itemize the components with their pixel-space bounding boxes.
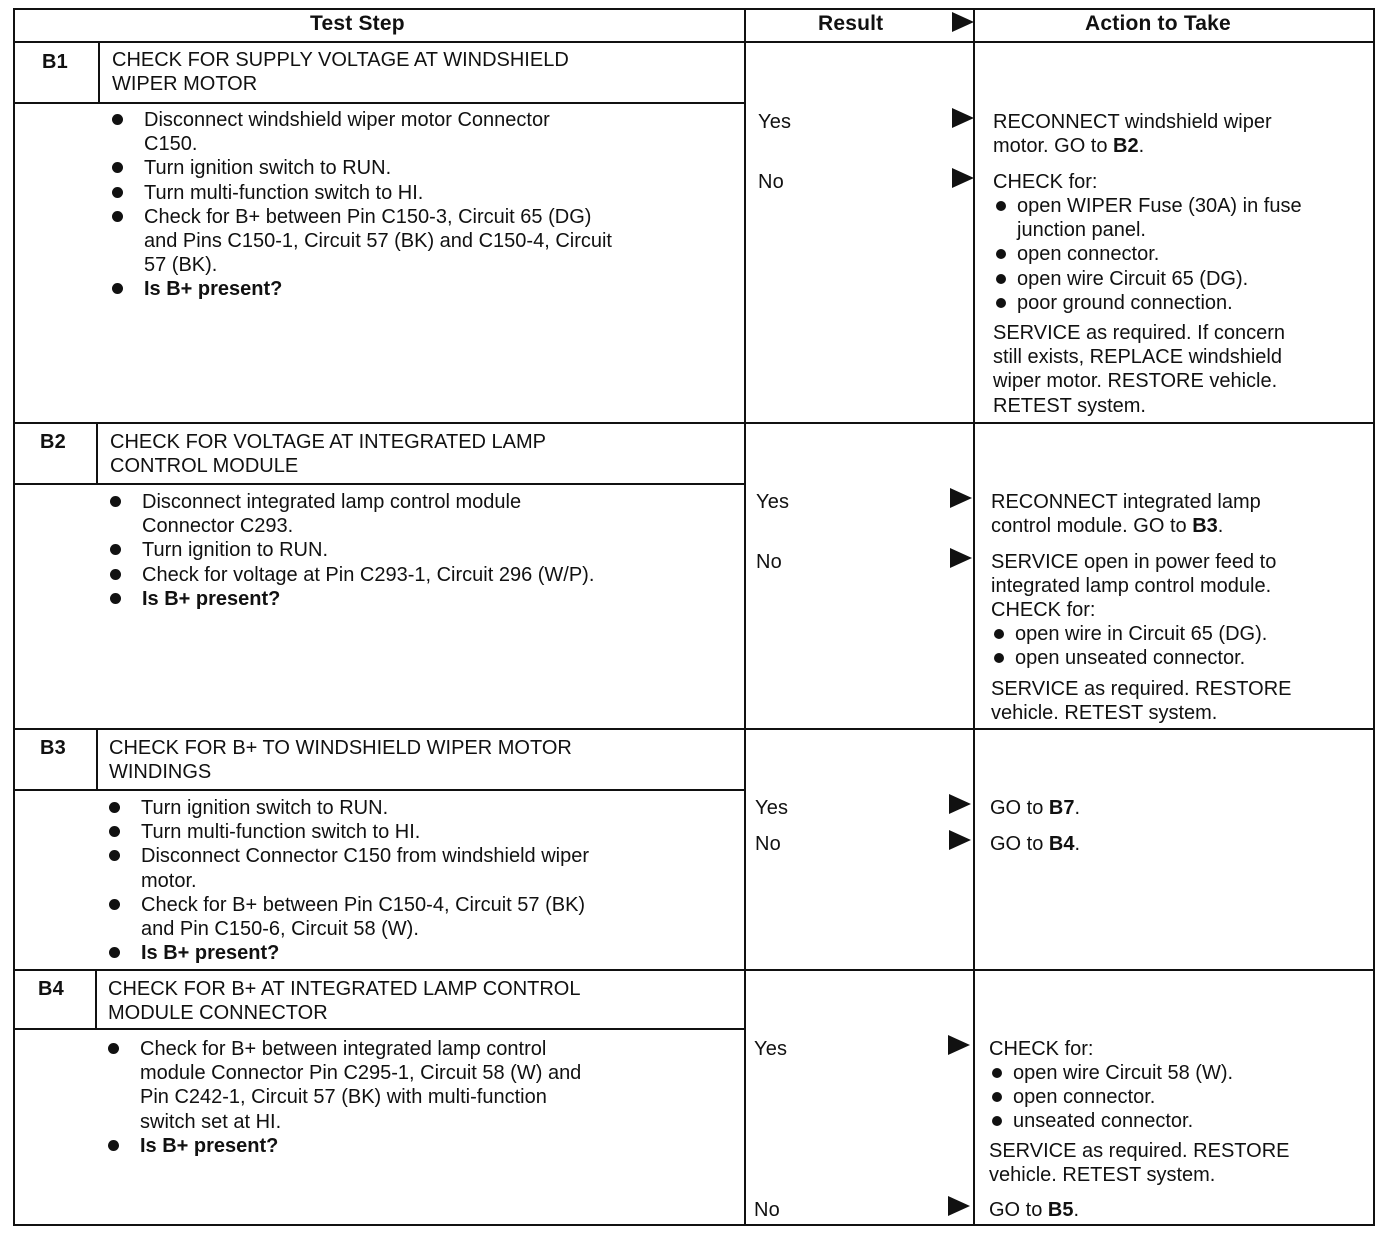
action-text: . (1074, 833, 1081, 855)
procedure-question: Is B+ present? (108, 587, 728, 611)
procedure-item: Turn ignition to RUN. (108, 538, 728, 562)
action-goto-step: B3 (1192, 515, 1218, 538)
procedure-item: Disconnect windshield wiper motor Connector C150. (110, 108, 730, 156)
result-arrow-icon (949, 794, 971, 814)
procedure-item: Disconnect integrated lamp control module Connector C293. (108, 490, 728, 538)
result-yes: Yes (755, 797, 789, 819)
result-arrow-icon (952, 108, 974, 128)
step-title: CHECK FOR B+ AT INTEGRATED LAMP CONTROL MODULE CONNECTOR (108, 978, 581, 1025)
column-divider-step (744, 8, 746, 1226)
step-procedure-list (108, 490, 728, 611)
step-procedure-list (110, 108, 730, 302)
action-text: . (1217, 515, 1224, 538)
header-action: Action to Take (1085, 12, 1231, 35)
action-text: GO to (989, 1199, 1048, 1221)
step-procedure-list (107, 796, 727, 965)
result-no: No (756, 551, 782, 573)
step-divider (13, 969, 1375, 971)
step-id: B4 (38, 978, 64, 1000)
action-text: RECONNECT windshield wiper motor. GO to (993, 111, 1272, 158)
action-no (990, 832, 1080, 856)
step-id: B3 (40, 737, 66, 759)
check-item: open wire Circuit 65 (DG). (993, 267, 1363, 291)
action-check-list (991, 622, 1361, 670)
action-text: GO to (990, 833, 1049, 855)
id-divider (98, 43, 100, 103)
result-no: No (754, 1199, 780, 1221)
action-goto-step: B2 (1113, 135, 1139, 158)
procedure-item: Turn ignition switch to RUN. (110, 156, 730, 180)
procedure-item: Check for B+ between integrated lamp control module Connector Pin C295-1, Circuit 58 (W) and Pin C242-1, Circuit 57 (BK) with multi-function switch set at HI. (106, 1037, 726, 1134)
header-result: Result (818, 12, 884, 35)
action-text: RECONNECT integrated lamp control module. GO to (991, 491, 1261, 538)
procedure-item: Check for voltage at Pin C293-1, Circuit 296 (W/P). (108, 563, 728, 587)
result-yes: Yes (756, 491, 790, 513)
step-divider (13, 728, 1375, 730)
action-yes-intro: CHECK for: (989, 1038, 1094, 1060)
result-arrow-icon (948, 1196, 970, 1216)
action-goto-step: B5 (1047, 1199, 1074, 1221)
procedure-item: Turn multi-function switch to HI. (107, 820, 727, 844)
header-divider (13, 41, 1375, 43)
check-item: open wire Circuit 58 (W). (989, 1061, 1359, 1085)
action-text: . (1074, 797, 1081, 819)
step-id: B2 (40, 431, 66, 453)
step-title: CHECK FOR B+ TO WINDSHIELD WIPER MOTOR WINDINGS (109, 737, 572, 784)
result-no: No (755, 833, 781, 855)
action-yes (991, 490, 1261, 538)
id-divider (95, 971, 97, 1029)
check-item: open WIPER Fuse (30A) in fuse junction panel. (993, 194, 1363, 242)
title-divider (13, 1028, 746, 1030)
action-check-list (993, 194, 1363, 315)
header-arrow-icon (952, 12, 974, 32)
id-divider (96, 730, 98, 790)
result-no: No (758, 171, 784, 193)
procedure-question: Is B+ present? (107, 941, 727, 965)
result-arrow-icon (950, 548, 972, 568)
result-arrow-icon (950, 488, 972, 508)
step-id: B1 (42, 51, 68, 73)
procedure-question: Is B+ present? (106, 1134, 726, 1158)
action-goto-step: B7 (1048, 797, 1075, 819)
procedure-item: Check for B+ between Pin C150-4, Circuit 57 (BK) and Pin C150-6, Circuit 58 (W). (107, 893, 727, 941)
step-procedure-list (106, 1037, 726, 1158)
check-item: open connector. (993, 242, 1363, 266)
title-divider (13, 102, 746, 104)
action-yes (993, 110, 1272, 158)
procedure-item: Turn multi-function switch to HI. (110, 181, 730, 205)
action-yes-outro: SERVICE as required. RESTORE vehicle. RETEST system. (989, 1140, 1290, 1187)
title-divider (13, 789, 746, 791)
check-item: open connector. (989, 1085, 1359, 1109)
step-title: CHECK FOR SUPPLY VOLTAGE AT WINDSHIELD WIPER MOTOR (112, 49, 569, 96)
result-arrow-icon (948, 1035, 970, 1055)
result-arrow-icon (949, 830, 971, 850)
result-yes: Yes (754, 1038, 788, 1060)
result-arrow-icon (952, 168, 974, 188)
action-no-outro: SERVICE as required. RESTORE vehicle. RETEST system. (991, 678, 1292, 725)
check-item: poor ground connection. (993, 291, 1363, 315)
action-check-list (989, 1061, 1359, 1134)
check-item: unseated connector. (989, 1109, 1359, 1133)
procedure-item: Check for B+ between Pin C150-3, Circuit 65 (DG) and Pins C150-1, Circuit 57 (BK) and C150-4, Circuit 57 (BK). (110, 205, 730, 278)
action-text: GO to (990, 797, 1049, 819)
action-no-outro: SERVICE as required. If concern still exists, REPLACE windshield wiper motor. RESTORE vehicle. RETEST system. (993, 322, 1285, 417)
procedure-item: Disconnect Connector C150 from windshield wiper motor. (107, 844, 727, 892)
action-text: . (1138, 135, 1145, 158)
action-goto-step: B4 (1048, 833, 1075, 855)
id-divider (96, 424, 98, 484)
action-no-intro: SERVICE open in power feed to integrated lamp control module. CHECK for: (991, 551, 1277, 622)
action-no (989, 1198, 1079, 1222)
step-title: CHECK FOR VOLTAGE AT INTEGRATED LAMP CONTROL MODULE (110, 431, 546, 478)
action-no-intro: CHECK for: (993, 171, 1098, 193)
check-item: open wire in Circuit 65 (DG). (991, 622, 1361, 646)
action-text: . (1073, 1199, 1080, 1221)
action-yes (990, 796, 1080, 820)
procedure-question: Is B+ present? (110, 277, 730, 301)
result-yes: Yes (758, 111, 792, 133)
check-item: open unseated connector. (991, 646, 1361, 670)
title-divider (13, 483, 746, 485)
column-divider-action (973, 8, 975, 1226)
procedure-item: Turn ignition switch to RUN. (107, 796, 727, 820)
header-test-step: Test Step (310, 12, 405, 35)
step-divider (13, 422, 1375, 424)
